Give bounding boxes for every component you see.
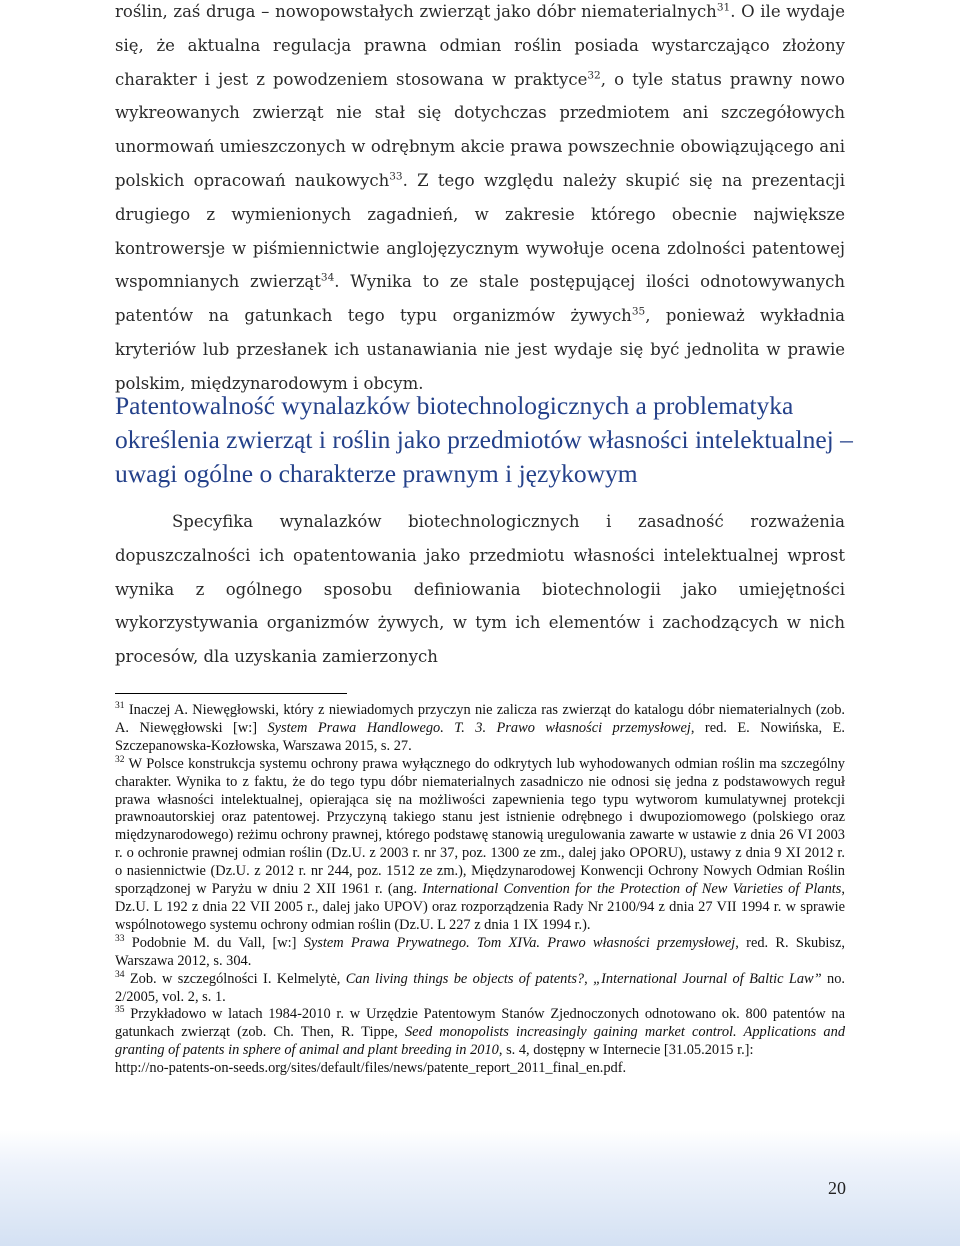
footnote-ref-35[interactable]: 35 — [631, 305, 646, 318]
footnote-text: , — [584, 970, 594, 987]
body-paragraph-2: Specyfika wynalazków biotechnologicznych i zasadność rozważenia dopuszczalności ich opatentowania jako przedmiotu własności intelektualnej wprost wynika z ogólnego sposobu definiowania biotechnologii jako umiejętności wykorzystywania organizmów żywych, w tym ich elementów i zachodzących w nich procesów, dla uzyskania zamierzonych — [115, 512, 845, 667]
footnote-text: Podobnie M. du Vall, [w:] — [124, 934, 304, 951]
footnote-text: , s. 4, dostępny w Internecie [31.05.2015 r.]: — [498, 1042, 754, 1059]
section-heading: Patentowalność wynalazków biotechnologicznych a problematyka określenia zwierząt i roślin jako przedmiotów własności intelektualnej – uwagi ogólne o charakterze prawnym i językowym — [115, 391, 853, 488]
footnote-text: W Polsce konstrukcja systemu ochrony prawa wyłącznego do odkrytych lub wyhodowanych odmian roślin ma szczególny charakter. Wynika to z faktu, że do tego typu dóbr niematerialnych zasadniczo nie odnosi się jedna z podstawowych reguł prawa własności intelektualnej, opierająca się na możliwości zapewnienia tego typu wytworom kumulatywnej protekcji prawnoautorskiej oraz patentowej. Przyczyną takiego stanu jest istnienie odrębnego i dwupoziomowego (polskiego oraz międzynarodowego) reżimu ochrony prawnej, którego podstawę stanowią uregulowania zawarte w ustawie z dnia 26 VI 2003 r. o ochronie prawnej odmian roślin (Dz.U. z 2003 r. nr 37, poz. 1300 ze zm., dalej jako OPORU), ustawy z dnia 9 XI 2012 r. o nasiennictwie (Dz.U. z 2012 r. nr 244, poz. 1512 ze zm.), Międzynarodowej Konwencji Ochrony Nowych Odmian Roślin sporządzonej w Paryżu w dniu 2 XII 1961 r. (ang. — [115, 755, 845, 898]
footnote-separator — [115, 693, 347, 694]
footnote-title: Seed monopolists increasingly gaining market control. Applications and granting of patents in sphere of animal and plant breeding in 2010 — [115, 1024, 846, 1059]
footnote-number: 31 — [115, 701, 125, 712]
footnote-ref-31[interactable]: 31 — [716, 1, 731, 14]
footnote-ref-34[interactable]: 34 — [320, 271, 335, 284]
footnote-title: System Prawa Prywatnego. Tom XIVa. Prawo własności przemysłowej — [303, 934, 736, 951]
footnote-34 — [115, 971, 845, 1007]
footnote-number: 34 — [115, 969, 125, 980]
footnote-text: , red. R. Skubisz, Warszawa 2012, s. 304. — [115, 934, 846, 969]
footnote-title: System Prawa Handlowego. T. 3. Prawo własności przemysłowej — [267, 719, 691, 736]
footnote-link[interactable]: http://no-patents-on-seeds.org/sites/default/files/news/patente_report_2011_final_en.pdf. — [115, 1060, 627, 1077]
footnote-ref-33[interactable]: 33 — [389, 170, 403, 183]
footnote-number: 32 — [115, 754, 125, 765]
footnote-text: Inaczej A. Niewęgłowski, który z niewiadomych przyczyn nie zalicza ras zwierząt do katalogu dóbr niematerialnych (zob. A. Niewęgłowski [w:] — [115, 702, 845, 736]
footnotes-section — [115, 702, 845, 1078]
footnote-text: , red. E. Nowińska, E. Szczepanowska-Kozłowska, Warszawa 2015, s. 27. — [115, 719, 845, 754]
body-paragraph-1 — [115, 0, 845, 401]
footnote-title: International Convention for the Protection of New Varieties of Plants — [422, 881, 842, 898]
footnote-number: 35 — [115, 1005, 125, 1016]
footnote-32 — [115, 756, 845, 935]
paragraph-text: . Wynika to ze stale postępującej ilości odnotowywanych patentów na gatunkach tego typu organizmów żywych — [115, 272, 845, 326]
footnote-text: no. 2/2005, vol. 2, s. 1. — [115, 970, 845, 1005]
page-number: 20 — [828, 1178, 846, 1198]
footnote-number: 33 — [115, 933, 125, 944]
paragraph-text: . Z tego względu należy skupić się na prezentacji drugiego z wymienionych zagadnień, w zakresie którego obecnie największe kontrowersje w piśmiennictwie anglojęzycznym wywołuje ocena zdolności patentowej wspomnianych zwierząt — [115, 170, 845, 292]
paragraph-text: , ponieważ wykładnia kryteriów lub przesłanek ich ustanawiania nie jest wydaje się być jednolita w prawie polskim, międzynarodowym i obcym. — [115, 306, 845, 393]
footnote-text: , Dz.U. L 192 z dnia 22 VII 2005 r., dalej jako UPOV) oraz rozporządzenia Rady Nr 2100/94 z dnia 27 VII 1994 r. w sprawie wspólnotowego systemu ochrony odmian roślin (Dz.U. L 227 z dnia 1 IX 1994 r.). — [115, 881, 845, 933]
footnote-title: Can living things be objects of patents? — [345, 970, 585, 987]
footnote-text: Przykładowo w latach 1984-2010 r. w Urzędzie Patentowym Stanów Zjednoczonych odnotowano ok. 800 patentów na gatunkach zwierząt (zob. Ch. Then, R. Tippe, — [115, 1006, 845, 1041]
paragraph-text: , o tyle status prawny nowo wykreowanych zwierząt nie stał się dotychczas przedmiotem ani szczegółowych unormowań umieszczonych w odrębnym akcie prawa powszechnie obowiązującego ani polskich opracowań naukowych — [115, 69, 845, 190]
paragraph-text: . O ile wydaje się, że aktualna regulacja prawna odmian roślin posiada wystarczająco złożony charakter i jest z powodzeniem stosowana w praktyce — [115, 2, 845, 89]
footnote-33 — [115, 935, 845, 971]
footnote-ref-32[interactable]: 32 — [587, 69, 601, 82]
footnote-journal: „International Journal of Baltic Law” — [593, 970, 822, 987]
paragraph-text: roślin, zaś druga – nowopowstałych zwierząt jako dóbr niematerialnych — [115, 2, 717, 21]
footnote-31 — [115, 702, 845, 756]
footnote-text: Zob. w szczególności I. Kelmelytė, — [124, 970, 346, 987]
footnote-35 — [115, 1006, 845, 1078]
page-footer-band — [0, 1130, 960, 1246]
